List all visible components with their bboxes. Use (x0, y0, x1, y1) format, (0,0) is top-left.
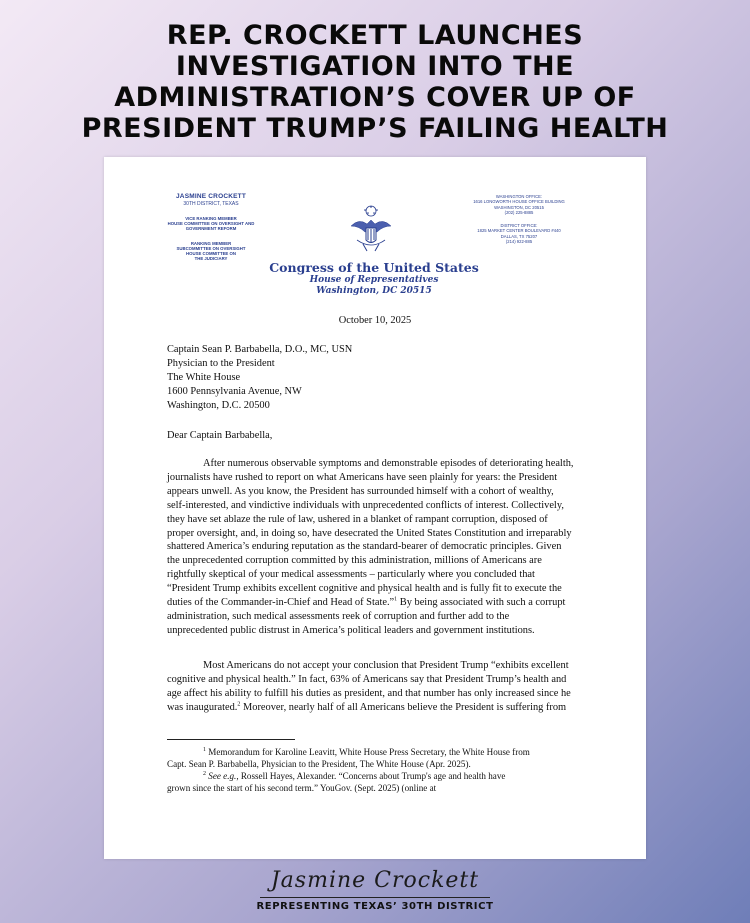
footnote-divider (167, 739, 295, 740)
member-role-oversight (156, 216, 266, 232)
office-line: (214) 922-885 (505, 239, 533, 245)
text-line: shattered America’s enduring reputation as the standard-bearer of democratic principles. Given (167, 541, 562, 553)
text-line: administration, such medical assessments reek of corruption and further add to the (167, 610, 510, 622)
role-line: THE JUDICIARY (194, 256, 228, 262)
letterhead-congress (254, 261, 494, 297)
letter-date: October 10, 2025 (338, 315, 412, 326)
text-line: After numerous observable symptoms and demonstrable episodes of deteriorating health, (203, 458, 574, 469)
headline-line-1: REP. CROCKETT LAUNCHES (166, 20, 584, 51)
address-line: 1600 Pennsylvania Avenue, NW (167, 385, 302, 397)
headline-line-4: PRESIDENT TRUMP’S FAILING HEALTH (81, 113, 669, 144)
headline (0, 20, 750, 144)
text-line: “President Trump exhibits excellent cognitive and physical health and is fully fit to execute the (167, 583, 562, 595)
office-line: DISTRICT OFFICE: (500, 223, 538, 229)
role-line: HOUSE COMMITTEE ON OVERSIGHT AND (167, 221, 255, 227)
signature-line (260, 897, 490, 898)
address-line: Physician to the President (167, 357, 275, 369)
text-line: age affect his ability to fulfill his duties as president, and that number has only increased since he (167, 687, 571, 699)
address-line: Washington, D.C. 20500 (167, 399, 270, 411)
text-segment: duties of the Commander-in-Chief and Head of State.” (167, 597, 395, 609)
headline-line-3: ADMINISTRATION’S COVER UP OF (114, 82, 636, 113)
role-line: RANKING MEMBER (190, 240, 232, 246)
text-segment: was inaugurated. (167, 701, 238, 713)
office-line: DALLAS, TX 75207 (500, 233, 538, 239)
letter-document (104, 157, 646, 859)
role-line: VICE RANKING MEMBER (185, 216, 237, 221)
footer-tagline: REPRESENTING TEXAS’ 30TH DISTRICT (256, 901, 494, 912)
footer (0, 868, 750, 912)
role-line: GOVERNMENT REFORM (185, 226, 237, 232)
office-line: 1825 MARKET CENTER BOULEVARD #440 (477, 228, 561, 234)
city-title: Washington, DC 20515 (316, 286, 432, 296)
text-line: Capt. Sean P. Barbabella, Physician to the President, The White House (Apr. 2025). (167, 758, 471, 769)
text-line: proper oversight, and, in doing so, have desecrated the United States Constitution and irreparably (167, 527, 572, 539)
salutation: Dear Captain Barbabella, (167, 430, 273, 441)
footnote-number: 1 (203, 746, 206, 753)
house-seal-icon (349, 204, 393, 254)
address-line: Captain Sean P. Barbabella, D.O., MC, USN (167, 344, 353, 355)
member-district: 30TH DISTRICT, TEXAS (183, 201, 239, 207)
office-line: WASHINGTON, DC 20515 (494, 204, 544, 210)
member-role-judiciary (156, 241, 266, 262)
signature: Jasmine Crockett (270, 868, 480, 893)
footnote-number: 2 (203, 770, 206, 777)
letterhead-member-info (156, 193, 266, 261)
paragraph-1 (167, 457, 587, 638)
footnote-2 (167, 771, 597, 794)
footnote-mark-1: 1 (394, 596, 398, 603)
house-title: House of Representatives (309, 275, 439, 285)
text-line: cognitive and physical health.” In fact, 63% of Americans say that President Trump’s health and (167, 673, 567, 685)
text-line: Most Americans do not accept your conclusion that President Trump “exhibits excellent (203, 660, 569, 671)
footnote-1 (167, 747, 597, 770)
congress-title: Congress of the United States (269, 260, 479, 275)
text-line: journalists have rushed to report on what Americans have seen plainly for years: the President (167, 471, 558, 483)
letterhead-office-info (464, 194, 574, 244)
office-line: 1616 LONGWORTH HOUSE OFFICE BUILDING (473, 199, 565, 205)
role-line: HOUSE COMMITTEE ON (186, 251, 236, 257)
text-line: self-interested, and vindictive individuals with unprecedented conflicts of interest. Collectively, (167, 499, 564, 511)
footnote-mark-2: 2 (237, 701, 241, 708)
recipient-address (167, 343, 587, 413)
office-line: (202) 225-8885 (504, 209, 534, 215)
office-line: WASHINGTON OFFICE: (495, 194, 543, 199)
text-segment: See e.g. (208, 771, 237, 781)
text-line (167, 596, 587, 610)
text-line: rightfully skeptical of your medical assessments – particularly where you concluded that (167, 569, 535, 581)
member-name: JASMINE CROCKETT (175, 193, 246, 200)
text-segment: Memorandum for Karoline Leavitt, White House Press Secretary, the White House from (208, 747, 530, 757)
text-line: unprecedented public distrust in America’s political leaders and government institutions. (167, 624, 535, 636)
text-segment: , Rossell Hayes, Alexander. “Concerns about Trump's age and health have (236, 771, 506, 781)
text-line (167, 747, 597, 759)
text-segment: Moreover, nearly half of all Americans believe the President is suffering from (243, 701, 567, 713)
text-line: they have set ablaze the rule of law, ushered in a blanket of rampant corruption, disposed of (167, 513, 548, 525)
text-line (167, 701, 587, 715)
text-line (167, 771, 597, 783)
text-line: grown since the start of his second term.” YouGov. (Sept. 2025) (online at (167, 782, 437, 793)
address-line: The White House (167, 371, 241, 383)
role-line: SUBCOMMITTEE ON OVERSIGHT (176, 245, 246, 251)
text-line: the unprecedented corruption committed by this administration, millions of Americans are (167, 555, 542, 567)
paragraph-2 (167, 659, 587, 715)
headline-line-2: INVESTIGATION INTO THE (175, 51, 575, 82)
text-line: appears unwell. As you know, the President has surrounded himself with a cohort of wealthy, (167, 485, 554, 497)
text-segment: By being associated with such a corrupt (399, 597, 566, 609)
